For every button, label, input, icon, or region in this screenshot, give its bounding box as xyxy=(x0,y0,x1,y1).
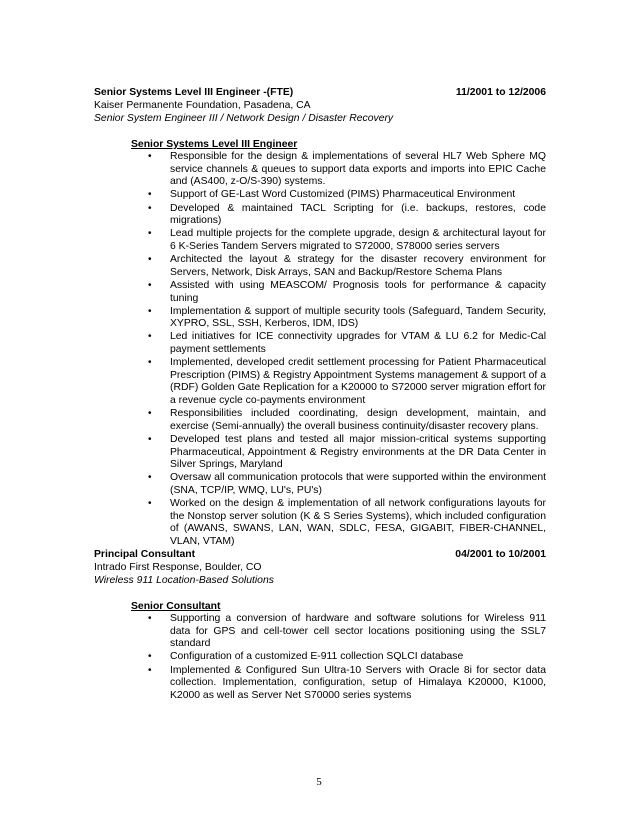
bullet-item: • Architected the layout & strategy for the disaster recovery environment for Servers, Network, Disk Arrays, SAN and Backup/Restore Schema Plans xyxy=(146,254,546,279)
bullet-item: • Developed & maintained TACL Scripting for (i.e. backups, restores, code migrations) xyxy=(146,203,546,228)
bullet-list xyxy=(146,613,546,702)
bullet-item: • Supporting a conversion of hardware and software solutions for Wireless 911 data for GPS and cell-tower cell sector locations positioning using the SSL7 standard xyxy=(146,613,546,651)
job-header xyxy=(94,548,546,561)
bullet-item: • Configuration of a customized E-911 collection SQLCI database xyxy=(146,651,546,664)
job-dates: 04/2001 to 10/2001 xyxy=(455,549,546,560)
bullet-list xyxy=(146,151,546,549)
bullet-item: • Assisted with using MEASCOM/ Prognosis tools for performance & capacity tuning xyxy=(146,280,546,305)
bullet-item: • Led initiatives for ICE connectivity upgrades for VTAM & LU 6.2 for Medic-Cal payment settlements xyxy=(146,331,546,356)
job-entry-1 xyxy=(94,86,546,549)
job-subtitle: Wireless 911 Location-Based Solutions xyxy=(94,575,274,586)
bullet-item: • Responsibilities included coordinating, design development, maintain, and exercise (Semi-annually) the overall business continuity/disaster recovery plans. xyxy=(146,408,546,433)
bullet-item: • Worked on the design & implementation of all network configurations layouts for the Nonstop server solution (K & S Series Systems), which included configuration of (AWANS, SWANS, LAN, WAN, SDLC, FESA, GIGABIT, FIBER-CHANNEL, VLAN, VTAM) xyxy=(146,498,546,548)
company-name: Kaiser Permanente Foundation, Pasadena, CA xyxy=(94,100,311,111)
job-entry-2 xyxy=(94,548,546,703)
bullet-item: • Support of GE-Last Word Customized (PIMS) Pharmaceutical Environment xyxy=(146,189,546,202)
bullet-item: • Lead multiple projects for the complete upgrade, design & architectural layout for 6 K-Series Tandem Servers migrated to S72000, S78000 series servers xyxy=(146,228,546,253)
bullet-item: • Developed test plans and tested all major mission-critical systems supporting Pharmaceutical, Appointment & Registry environments at the DR Data Center in Silver Springs, Maryland xyxy=(146,434,546,472)
job-header xyxy=(94,86,546,99)
page-number: 5 xyxy=(316,776,322,788)
role-title: Senior Consultant xyxy=(131,601,221,612)
job-title: Principal Consultant xyxy=(94,549,196,560)
job-dates: 11/2001 to 12/2006 xyxy=(455,87,546,98)
bullet-item: • Responsible for the design & implementations of several HL7 Web Sphere MQ service channels & queues to support data exports and imports into EPIC Cache and (AS400, z-O/S-390) systems. xyxy=(146,151,546,189)
bullet-item: • Oversaw all communication protocols that were supported within the environment (SNA, TCP/IP, WMQ, LU's, PU's) xyxy=(146,472,546,497)
bullet-item: • Implementation & support of multiple security tools (Safeguard, Tandem Security, XYPRO, SSL, SSH, Kerberos, IDM, IDS) xyxy=(146,306,546,331)
job-title: Senior Systems Level III Engineer -(FTE) xyxy=(94,87,294,98)
company-name: Intrado First Response, Boulder, CO xyxy=(94,562,262,573)
role-title: Senior Systems Level III Engineer xyxy=(131,139,298,150)
bullet-item: • Implemented, developed credit settlement processing for Patient Pharmaceutical Prescription (PIMS) & Registry Appointment Systems management & support of a (RDF) Golden Gate Replication for a K20000 to S72000 server migration effort for a revenue cycle co-payments environment xyxy=(146,357,546,407)
job-subtitle: Senior System Engineer III / Network Design / Disaster Recovery xyxy=(94,113,394,124)
bullet-item: • Implemented & Configured Sun Ultra-10 Servers with Oracle 8i for sector data collection. Implementation, configuration, setup of Himalaya K20000, K1000, K2000 as well as Server Net S70000 series systems xyxy=(146,665,546,703)
